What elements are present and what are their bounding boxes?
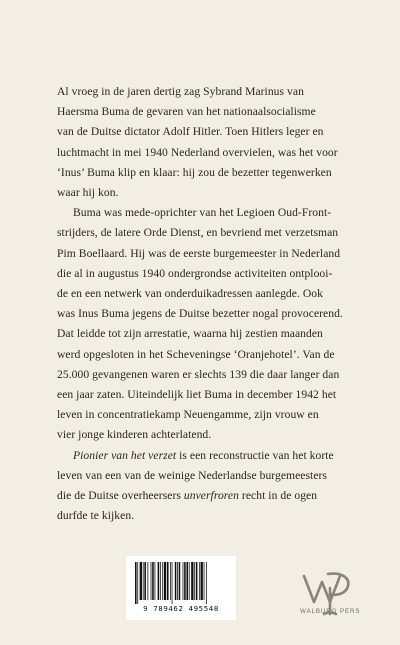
blurb-line: werd opgesloten in het Scheveningse ‘Oranjehotel’. Van de	[57, 347, 335, 361]
barcode-bar	[179, 562, 181, 600]
barcode-bar	[172, 562, 173, 604]
barcode-bar	[152, 562, 154, 600]
back-cover-blurb	[57, 82, 357, 526]
barcode-bar	[137, 562, 138, 604]
barcode-bar	[147, 562, 148, 600]
barcode-bar	[204, 562, 205, 600]
barcode-bar	[167, 562, 169, 600]
blurb-line: leven in concentratiekamp Neuengamme, zijn vrouw en	[57, 408, 319, 422]
blurb-line: leven van een van de weinige Nederlandse burgemeesters	[57, 468, 327, 482]
barcode-bar	[144, 562, 146, 600]
blurb-line: ‘Inus’ Buma klip en klaar: hij zou de bezetter tegenwerken	[57, 165, 332, 179]
barcode-bar	[158, 562, 160, 600]
barcode-bar	[201, 562, 203, 600]
blurb-line: de en een netwerk van onderduikadressen aanlegde. Ook	[57, 287, 323, 301]
barcode-bar	[194, 562, 195, 600]
barcode-bar	[140, 562, 142, 600]
blurb-line: waar hij kon.	[57, 186, 119, 200]
blurb-line: van de Duitse dictator Adolf Hitler. Toen Hitlers leger en	[57, 125, 324, 139]
barcode-bar	[191, 562, 193, 600]
blurb-paragraph-3	[57, 446, 357, 527]
blurb-paragraph-2	[57, 203, 357, 445]
blurb-paragraph-1	[57, 82, 357, 203]
blurb-line: Pim Boellaard. Hij was de eerste burgemeester in Nederland	[57, 246, 341, 260]
barcode-bar	[196, 562, 198, 600]
blurb-line: vier jonge kinderen achterlatend.	[57, 428, 212, 442]
blurb-line: Al vroeg in de jaren dertig zag Sybrand Marinus van	[57, 85, 304, 98]
blurb-line: strijders, de latere Orde Dienst, en bevriend met verzetsman	[57, 226, 339, 240]
barcode-bar	[135, 562, 137, 604]
blurb-text: die de Duitse overheersers	[57, 489, 184, 503]
blurb-text: recht in de ogen	[238, 489, 318, 503]
walburg-pers-logo-icon	[298, 568, 362, 628]
blurb-line: durfde te kijken.	[57, 509, 135, 523]
blurb-line: 25.000 gevangenen waren er slechts 139 die daar langer dan	[57, 367, 340, 381]
barcode-bar	[164, 562, 166, 600]
blurb-line	[57, 446, 357, 466]
blurb-line	[57, 486, 357, 506]
blurb-line: luchtmacht in mei 1940 Nederland overvielen, was het voor	[57, 145, 338, 159]
blurb-line: was Inus Buma jegens de Duitse bezetter nogal provocerend.	[57, 307, 343, 321]
barcode-bar	[183, 562, 184, 600]
publisher-name: WALBURG PERS	[300, 608, 361, 615]
barcode-bar	[162, 562, 163, 600]
barcode-bar	[184, 562, 186, 600]
blurb-line: Haersma Buma de gevaren van het nationaalsocialisme	[57, 105, 316, 119]
barcode-bar	[160, 562, 161, 600]
barcode-bar	[155, 562, 156, 600]
barcode-bar	[143, 562, 144, 600]
barcode-bar	[175, 562, 177, 600]
barcode-bar	[177, 562, 178, 600]
barcode-bar	[170, 562, 171, 600]
book-title-italic: Pionier van het verzet	[73, 448, 177, 462]
isbn-number: 9 789462 495548	[143, 604, 219, 613]
barcode-bar	[186, 562, 188, 600]
blurb-line: een jaar zaten. Uiteindelijk liet Buma in december 1942 het	[57, 388, 337, 402]
blurb-line: Buma was mede-oprichter van het Legioen Oud-Front-	[73, 206, 332, 220]
barcode-bar	[151, 562, 152, 600]
barcode-bar	[189, 562, 190, 600]
blurb-text: is een reconstructie van het korte	[176, 448, 334, 462]
isbn-barcode	[126, 556, 236, 620]
italic-word: unverfroren	[183, 489, 239, 503]
barcode-bar	[206, 562, 207, 604]
blurb-line: die al in augustus 1940 ondergrondse activiteiten ontplooi-	[57, 266, 333, 280]
barcode-bars	[135, 562, 227, 604]
blurb-line: Dat leidde tot zijn arrestatie, waarna hij zestien maanden	[57, 327, 323, 341]
barcode-bar	[199, 562, 200, 600]
